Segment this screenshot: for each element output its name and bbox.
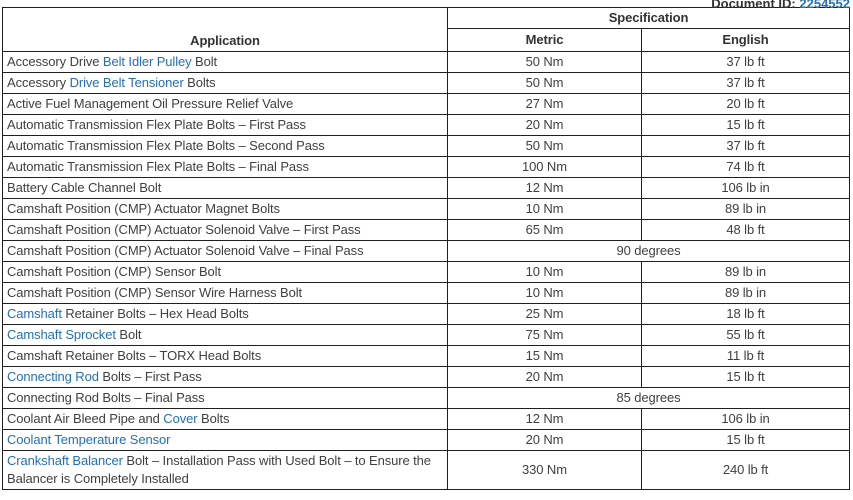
metric-cell: 12 Nm: [448, 178, 642, 199]
application-cell: [3, 430, 448, 451]
application-text: Bolts – First Pass: [98, 369, 202, 384]
table-row: [3, 262, 850, 283]
application-text: Camshaft Retainer Bolts – TORX Head Bolts: [7, 348, 262, 363]
table-row: [3, 136, 850, 157]
application-cell: [3, 52, 448, 73]
english-cell: 11 lb ft: [642, 346, 850, 367]
table-row: [3, 367, 850, 388]
english-cell: 89 lb in: [642, 262, 850, 283]
table-row: [3, 388, 850, 409]
english-cell: 240 lb ft: [642, 451, 850, 490]
application-text: Bolts: [197, 411, 230, 426]
application-cell: [3, 283, 448, 304]
application-text: Connecting Rod Bolts – Final Pass: [7, 390, 205, 405]
application-link[interactable]: Camshaft: [7, 306, 62, 321]
application-text: Camshaft Position (CMP) Actuator Solenoid Valve – Final Pass: [7, 243, 364, 258]
table-row: [3, 157, 850, 178]
english-cell: 18 lb ft: [642, 304, 850, 325]
spec-span-cell: 85 degrees: [448, 388, 850, 409]
metric-cell: 330 Nm: [448, 451, 642, 490]
application-cell: [3, 325, 448, 346]
english-cell: 20 lb ft: [642, 94, 850, 115]
application-text: Bolt: [115, 327, 142, 342]
application-text: Bolt: [191, 54, 218, 69]
application-text: Accessory: [7, 75, 70, 90]
application-cell: [3, 388, 448, 409]
application-text: Bolt – Installation Pass with Used Bolt – to Ensure the Balancer is Completely Installed: [7, 453, 431, 486]
table-row: [3, 178, 850, 199]
metric-cell: 50 Nm: [448, 73, 642, 94]
document-id-value: 2254552: [799, 0, 850, 11]
metric-cell: 65 Nm: [448, 220, 642, 241]
english-cell: 106 lb in: [642, 409, 850, 430]
english-cell: 89 lb in: [642, 283, 850, 304]
metric-cell: 20 Nm: [448, 367, 642, 388]
application-text: Automatic Transmission Flex Plate Bolts – Second Pass: [7, 138, 325, 153]
metric-cell: 100 Nm: [448, 157, 642, 178]
application-text: Coolant Air Bleed Pipe and: [7, 411, 164, 426]
table-row: [3, 283, 850, 304]
english-cell: 106 lb in: [642, 178, 850, 199]
application-link[interactable]: Connecting Rod: [7, 369, 99, 384]
document-id-label: Document ID:: [711, 0, 796, 11]
metric-cell: 20 Nm: [448, 430, 642, 451]
metric-cell: 50 Nm: [448, 136, 642, 157]
application-cell: [3, 304, 448, 325]
application-cell: [3, 262, 448, 283]
application-cell: [3, 73, 448, 94]
english-cell: 15 lb ft: [642, 430, 850, 451]
application-cell: [3, 136, 448, 157]
metric-cell: 75 Nm: [448, 325, 642, 346]
english-cell: 89 lb in: [642, 199, 850, 220]
metric-cell: 27 Nm: [448, 94, 642, 115]
application-cell: [3, 157, 448, 178]
english-cell: 55 lb ft: [642, 325, 850, 346]
table-row: [3, 430, 850, 451]
metric-cell: 10 Nm: [448, 283, 642, 304]
table-row: [3, 94, 850, 115]
metric-cell: 20 Nm: [448, 115, 642, 136]
table-row: [3, 115, 850, 136]
application-link[interactable]: Camshaft Sprocket: [7, 327, 116, 342]
english-cell: 15 lb ft: [642, 367, 850, 388]
application-cell: [3, 409, 448, 430]
application-text: Automatic Transmission Flex Plate Bolts – Final Pass: [7, 159, 309, 174]
application-cell: [3, 115, 448, 136]
application-cell: [3, 367, 448, 388]
application-text: Battery Cable Channel Bolt: [7, 180, 162, 195]
metric-cell: 50 Nm: [448, 52, 642, 73]
table-row: [3, 52, 850, 73]
table-row: [3, 199, 850, 220]
application-link[interactable]: Crankshaft Balancer: [7, 453, 123, 468]
table-row: [3, 325, 850, 346]
application-cell: [3, 346, 448, 367]
application-link[interactable]: Coolant Temperature Sensor: [7, 432, 171, 447]
metric-cell: 25 Nm: [448, 304, 642, 325]
application-text: Accessory Drive: [7, 54, 103, 69]
metric-cell: 15 Nm: [448, 346, 642, 367]
metric-cell: 12 Nm: [448, 409, 642, 430]
table-row: [3, 73, 850, 94]
english-cell: 15 lb ft: [642, 115, 850, 136]
metric-cell: 10 Nm: [448, 199, 642, 220]
application-cell: [3, 178, 448, 199]
application-text: Retainer Bolts – Hex Head Bolts: [61, 306, 249, 321]
application-text: Automatic Transmission Flex Plate Bolts – First Pass: [7, 117, 306, 132]
fastener-spec-table: [2, 7, 850, 490]
application-text: Camshaft Position (CMP) Actuator Solenoid Valve – First Pass: [7, 222, 361, 237]
application-link[interactable]: Cover: [163, 411, 198, 426]
specification-column-header: Specification: [448, 8, 850, 29]
application-text: Camshaft Position (CMP) Sensor Wire Harness Bolt: [7, 285, 303, 300]
english-cell: 48 lb ft: [642, 220, 850, 241]
application-cell: [3, 220, 448, 241]
english-cell: 37 lb ft: [642, 52, 850, 73]
application-cell: [3, 94, 448, 115]
table-row: [3, 346, 850, 367]
table-row: [3, 409, 850, 430]
application-cell: [3, 199, 448, 220]
application-link[interactable]: Belt Idler Pulley: [102, 54, 192, 69]
application-cell: [3, 451, 448, 490]
spec-span-cell: 90 degrees: [448, 241, 850, 262]
metric-column-header: Metric: [448, 29, 642, 52]
table-row: [3, 241, 850, 262]
application-text: Camshaft Position (CMP) Actuator Magnet Bolts: [7, 201, 280, 216]
application-column-header: Application: [3, 8, 448, 52]
application-cell: [3, 241, 448, 262]
table-row: [3, 304, 850, 325]
table-row: [3, 451, 850, 490]
english-column-header: English: [642, 29, 850, 52]
application-text: Active Fuel Management Oil Pressure Relief Valve: [7, 96, 294, 111]
table-row: [3, 220, 850, 241]
application-text: Camshaft Position (CMP) Sensor Bolt: [7, 264, 221, 279]
spec-table-body: [3, 52, 850, 490]
metric-cell: 10 Nm: [448, 262, 642, 283]
document-id-text: [711, 0, 850, 11]
english-cell: 37 lb ft: [642, 73, 850, 94]
english-cell: 37 lb ft: [642, 136, 850, 157]
application-link[interactable]: Drive Belt Tensioner: [69, 75, 184, 90]
application-text: Bolts: [183, 75, 216, 90]
english-cell: 74 lb ft: [642, 157, 850, 178]
